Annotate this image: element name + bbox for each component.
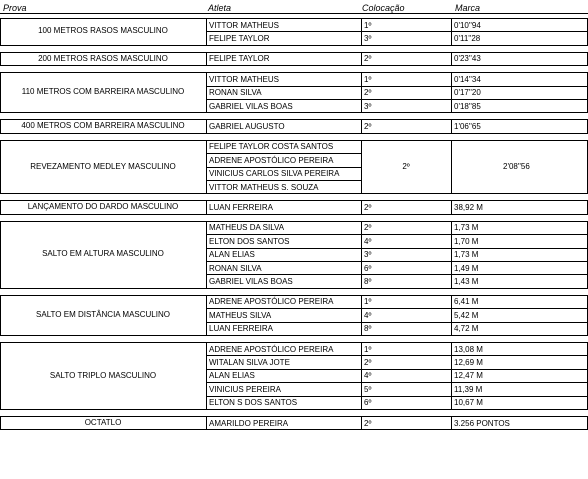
athlete-name: VINICIUS CARLOS SILVA PEREIRA: [209, 169, 340, 178]
athlete-name: ADRENE APOSTÓLICO PEREIRA: [209, 156, 334, 165]
athlete-name: ADRENE APOSTÓLICO PEREIRA: [209, 345, 334, 354]
column-line: [361, 52, 362, 66]
event-name: SALTO EM ALTURA MASCULINO: [42, 249, 164, 258]
column-line: [361, 200, 362, 215]
athlete-name: LUAN FERREIRA: [209, 203, 274, 212]
header-atleta: Atleta: [208, 3, 232, 13]
placement: 2º: [364, 88, 372, 97]
event-name: SALTO TRIPLO MASCULINO: [49, 371, 157, 380]
placement: 3º: [364, 102, 372, 111]
column-line: [451, 140, 452, 194]
event-name: 110 METROS COM BARREIRA MASCULINO: [21, 87, 185, 96]
placement: 4º: [364, 311, 372, 320]
placement: 4º: [364, 237, 372, 246]
placement: 1º: [364, 297, 372, 306]
event-name: 100 METROS RASOS MASCULINO: [38, 26, 168, 35]
placement: 2º: [402, 162, 410, 171]
column-line: [206, 72, 207, 113]
row-line: [206, 180, 362, 181]
group-bottom-line: [0, 429, 588, 430]
column-line: [361, 295, 362, 336]
column-line: [206, 342, 207, 410]
athlete-name: MATHEUS SILVA: [209, 311, 272, 320]
group-bottom-line: [0, 133, 588, 134]
athlete-name: ALAN ELIAS: [209, 371, 255, 380]
placement: 2º: [364, 419, 372, 428]
athlete-name: MATHEUS DA SILVA: [209, 223, 285, 232]
event-name: SALTO EM DISTÂNCIA MASCULINO: [36, 310, 170, 319]
group-bottom-line: [0, 288, 588, 289]
placement: 6º: [364, 398, 372, 407]
placement: 1º: [364, 345, 372, 354]
event-name: REVEZAMENTO MEDLEY MASCULINO: [30, 162, 176, 171]
placement: 5º: [364, 385, 372, 394]
athlete-name: GABRIEL VILAS BOAS: [209, 277, 293, 286]
group-top-line: [0, 416, 588, 417]
placement: 2º: [364, 223, 372, 232]
group-top-line: [0, 200, 588, 201]
row-line: [206, 86, 588, 87]
group-bottom-line: [0, 65, 588, 66]
placement: 2º: [364, 54, 372, 63]
mark-value: 11,39 M: [454, 385, 483, 394]
group-top-line: [0, 221, 588, 222]
column-line: [206, 295, 207, 336]
row-line: [206, 31, 588, 32]
placement: 1º: [364, 21, 372, 30]
mark-value: 1,43 M: [454, 277, 479, 286]
row-line: [206, 274, 588, 275]
mark-value: 0'17''20: [454, 88, 481, 97]
mark-value: 10,67 M: [454, 398, 483, 407]
column-line: [361, 416, 362, 430]
placement: 6º: [364, 264, 372, 273]
mark-value: 3.256 PONTOS: [454, 419, 510, 428]
athlete-name: VITTOR MATHEUS: [209, 21, 279, 30]
column-line: [451, 72, 452, 113]
group-bottom-line: [0, 335, 588, 336]
mark-value: 5,42 M: [454, 311, 479, 320]
athlete-name: FELIPE TAYLOR: [209, 34, 270, 43]
mark-value: 6,41 M: [454, 297, 479, 306]
athlete-name: RONAN SILVA: [209, 88, 262, 97]
column-line: [206, 416, 207, 430]
group-top-line: [0, 295, 588, 296]
placement: 3º: [364, 250, 372, 259]
athlete-name: GABRIEL AUGUSTO: [209, 122, 285, 131]
athlete-name: ALAN ELIAS: [209, 250, 255, 259]
mark-value: 4,72 M: [454, 324, 479, 333]
mark-value: 13,08 M: [454, 345, 483, 354]
header-colocacao: Colocação: [362, 3, 405, 13]
athlete-name: VITTOR MATHEUS: [209, 75, 279, 84]
placement: 8º: [364, 324, 372, 333]
athlete-name: FELIPE TAYLOR: [209, 54, 270, 63]
athlete-name: VITTOR MATHEUS S. SOUZA: [209, 183, 319, 192]
group-top-line: [0, 342, 588, 343]
column-line: [206, 18, 207, 46]
column-line: [451, 221, 452, 289]
athlete-name: AMARILDO PEREIRA: [209, 419, 289, 428]
column-line: [451, 416, 452, 430]
mark-value: 1'06''65: [454, 122, 481, 131]
column-line: [206, 221, 207, 289]
column-line: [206, 200, 207, 215]
placement: 2º: [364, 122, 372, 131]
mark-value: 12,69 M: [454, 358, 483, 367]
mark-value: 12,47 M: [454, 371, 483, 380]
row-line: [206, 153, 362, 154]
placement: 2º: [364, 358, 372, 367]
header-bottom-line: [0, 13, 588, 14]
athlete-name: ELTON DOS SANTOS: [209, 237, 290, 246]
group-top-line: [0, 18, 588, 19]
mark-value: 0'18''85: [454, 102, 481, 111]
event-name: 400 METROS COM BARREIRA MASCULINO: [21, 121, 185, 130]
column-line: [451, 18, 452, 46]
column-line: [361, 119, 362, 134]
placement: 1º: [364, 75, 372, 84]
placement: 3º: [364, 34, 372, 43]
placement: 2º: [364, 203, 372, 212]
row-line: [206, 261, 588, 262]
row-line: [206, 234, 588, 235]
row-line: [206, 167, 362, 168]
header-marca: Marca: [455, 3, 481, 13]
mark-value: 2'08''56: [503, 162, 530, 171]
mark-value: 0'14''34: [454, 75, 481, 84]
athlete-name: FELIPE TAYLOR COSTA SANTOS: [209, 142, 334, 151]
athlete-name: LUAN FERREIRA: [209, 324, 274, 333]
athlete-name: ADRENE APOSTÓLICO PEREIRA: [209, 297, 334, 306]
athlete-name: GABRIEL VILAS BOAS: [209, 102, 293, 111]
column-line: [451, 52, 452, 66]
column-line: [361, 342, 362, 410]
mark-value: 0'11''28: [454, 34, 481, 43]
column-line: [451, 295, 452, 336]
column-line: [451, 342, 452, 410]
placement: 8º: [364, 277, 372, 286]
mark-value: 1,73 M: [454, 223, 479, 232]
column-line: [451, 119, 452, 134]
group-top-line: [0, 72, 588, 73]
column-line: [361, 18, 362, 46]
row-line: [206, 99, 588, 100]
mark-value: 0'23''43: [454, 54, 481, 63]
row-line: [206, 396, 588, 397]
row-line: [206, 382, 588, 383]
column-line: [206, 52, 207, 66]
mark-value: 1,70 M: [454, 237, 479, 246]
group-bottom-line: [0, 112, 588, 113]
row-line: [206, 248, 588, 249]
column-line: [206, 119, 207, 134]
event-name: LANÇAMENTO DO DARDO MASCULINO: [27, 202, 179, 211]
event-name: OCTATLO: [84, 418, 122, 427]
column-line: [361, 221, 362, 289]
mark-value: 38,92 M: [454, 203, 483, 212]
row-line: [206, 322, 588, 323]
group-top-line: [0, 52, 588, 53]
placement: 4º: [364, 371, 372, 380]
group-bottom-line: [0, 214, 588, 215]
group-top-line: [0, 140, 588, 141]
mark-value: 1,73 M: [454, 250, 479, 259]
column-line: [451, 200, 452, 215]
event-name: 200 METROS RASOS MASCULINO: [38, 54, 168, 63]
group-bottom-line: [0, 45, 588, 46]
group-top-line: [0, 119, 588, 120]
group-bottom-line: [0, 193, 588, 194]
row-line: [206, 308, 588, 309]
athlete-name: VINICIUS PEREIRA: [209, 385, 282, 394]
mark-value: 1,49 M: [454, 264, 479, 273]
mark-value: 0'10''94: [454, 21, 481, 30]
athlete-name: RONAN SILVA: [209, 264, 262, 273]
column-line: [361, 72, 362, 113]
row-line: [206, 355, 588, 356]
athlete-name: WITALAN SILVA JOTE: [209, 358, 290, 367]
athlete-name: ELTON S DOS SANTOS: [209, 398, 298, 407]
row-line: [206, 369, 588, 370]
group-bottom-line: [0, 409, 588, 410]
header-prova: Prova: [3, 3, 27, 13]
